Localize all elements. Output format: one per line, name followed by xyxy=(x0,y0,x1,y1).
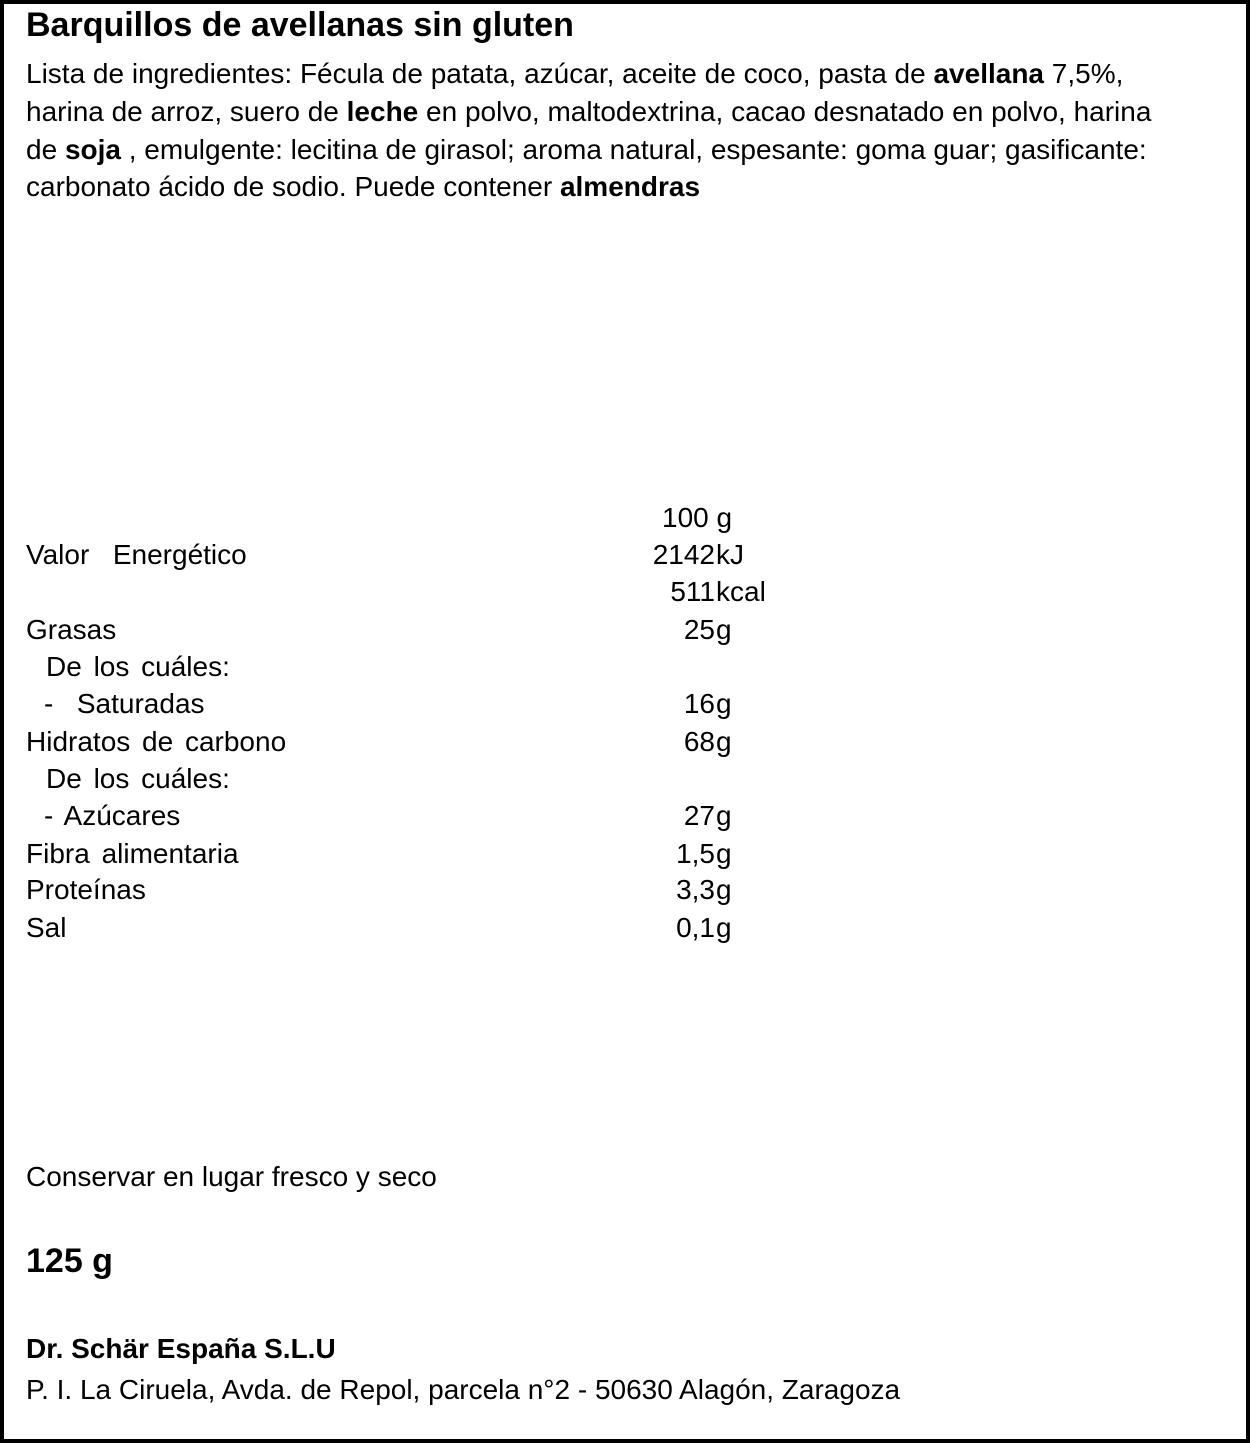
nutrition-unit: g xyxy=(716,874,732,905)
company-address: P. I. La Ciruela, Avda. de Repol, parcela n°2 - 50630 Alagón, Zaragoza xyxy=(26,1374,901,1405)
nutrition-header: 100 g xyxy=(662,502,733,533)
nutrition-value: 27 xyxy=(683,800,715,831)
nutrition-row-fiber xyxy=(0,835,1250,872)
allergen-soja: soja xyxy=(64,133,121,165)
nutrition-label: Sal xyxy=(26,912,67,943)
ingredients-text-3: en polvo, maltodextrina, cacao desnatado en polvo, harina de xyxy=(26,95,1152,165)
allergen-leche: leche xyxy=(346,95,419,127)
nutrition-unit: g xyxy=(716,800,732,831)
nutrition-label: - Azúcares xyxy=(44,800,181,831)
nutrition-value: 1,5 xyxy=(676,838,715,869)
nutrition-label: De los cuáles: xyxy=(46,763,230,794)
allergen-avellana: avellana xyxy=(933,58,1045,89)
nutrition-label: Grasas xyxy=(26,614,117,645)
nutrition-row-energy-kcal xyxy=(0,573,1250,610)
nutrition-unit: kcal xyxy=(716,576,766,607)
nutrition-unit: g xyxy=(716,912,732,943)
nutrition-unit: kJ xyxy=(716,539,744,570)
nutrition-unit: g xyxy=(716,614,732,645)
nutrition-value: 2142 xyxy=(652,539,715,570)
nutrition-row-energy-kj xyxy=(0,536,1250,573)
net-weight: 125 g xyxy=(26,1242,113,1280)
nutrition-row-sugars xyxy=(0,797,1250,834)
allergen-almendras: almendras xyxy=(559,171,701,203)
nutrition-value: 16 xyxy=(683,688,715,719)
nutrition-value: 511 xyxy=(670,576,715,607)
ingredients-text-4: , emulgente: lecitina de girasol; aroma natural, espesante: goma guar; gasificante: carbonato ácido de sodio. Puede contener xyxy=(26,133,1147,203)
storage-instructions: Conservar en lugar fresco y seco xyxy=(26,1161,437,1192)
nutrition-unit: g xyxy=(716,838,732,869)
nutrition-value: 0,1 xyxy=(676,912,715,943)
ingredients-list xyxy=(26,55,1186,206)
product-title: Barquillos de avellanas sin gluten xyxy=(26,6,574,44)
nutrition-row-carbohydrates xyxy=(0,723,1250,760)
ingredients-text-2: 7,5%, harina de arroz, suero de xyxy=(26,58,1124,127)
nutrition-unit: g xyxy=(716,726,732,757)
nutrition-row-saturated xyxy=(0,685,1250,722)
nutrition-label: - Saturadas xyxy=(44,688,205,719)
nutrition-row-salt xyxy=(0,909,1250,946)
nutrition-label: Hidratos de carbono xyxy=(26,726,287,757)
nutrition-label: Valor Energético xyxy=(26,539,247,570)
nutrition-label: De los cuáles: xyxy=(46,651,230,682)
company-name: Dr. Schär España S.L.U xyxy=(26,1333,336,1364)
nutrition-row-fat xyxy=(0,611,1250,648)
nutrition-label: Proteínas xyxy=(26,874,146,905)
nutrition-row-fat-subheading xyxy=(0,648,1250,685)
nutrition-label: Fibra alimentaria xyxy=(26,838,239,869)
nutrition-value: 68 xyxy=(683,726,715,757)
nutrition-value: 25 xyxy=(683,614,715,645)
nutrition-unit: g xyxy=(716,688,732,719)
nutrition-value: 3,3 xyxy=(676,874,715,905)
nutrition-row-protein xyxy=(0,871,1250,908)
nutrition-row-carb-subheading xyxy=(0,760,1250,797)
ingredients-text-1: Lista de ingredientes: Fécula de patata, azúcar, aceite de coco, pasta de xyxy=(26,58,934,89)
